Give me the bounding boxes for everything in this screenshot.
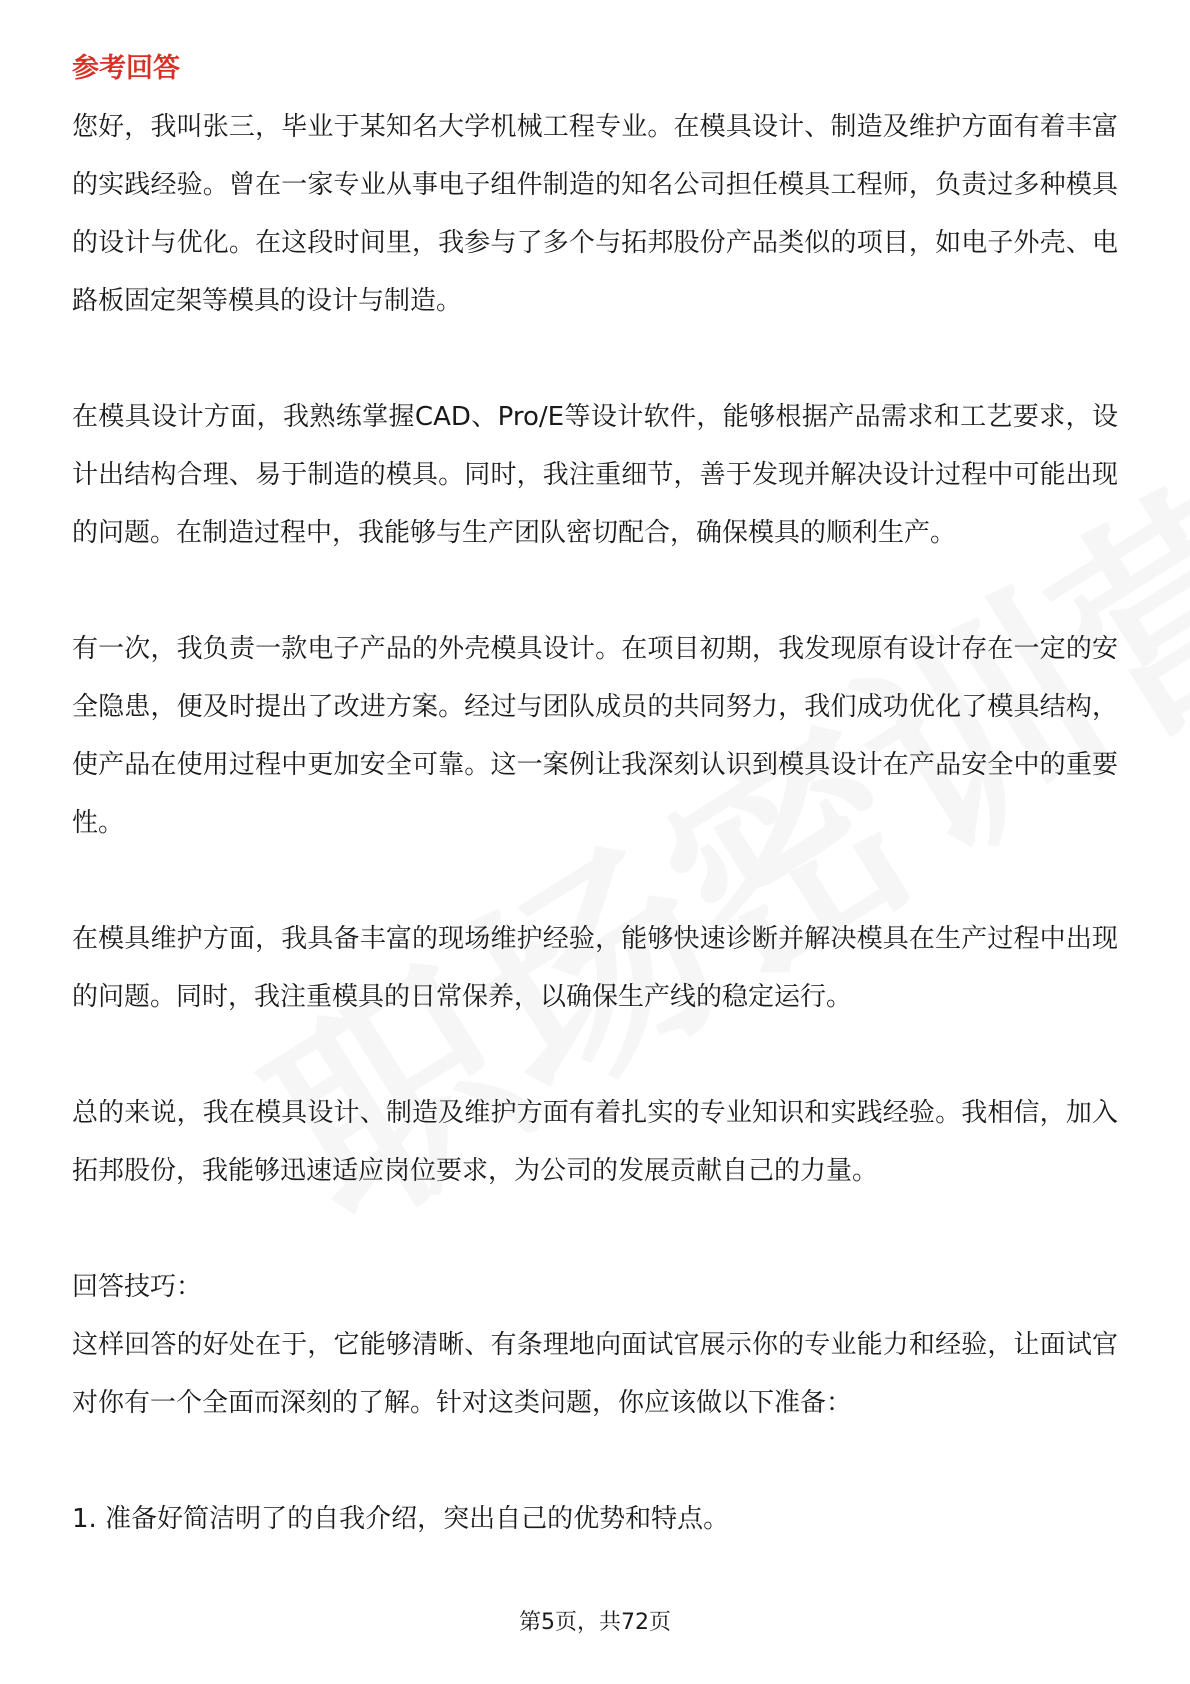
paragraph-gap — [72, 330, 1118, 388]
answer-paragraph-3: 有一次，我负责一款电子产品的外壳模具设计。在项目初期，我发现原有设计存在一定的安全隐患，便及时提出了改进方案。经过与团队成员的共同努力，我们成功优化了模具结构，使产品在使用过程中更加安全可靠。这一案例让我深刻认识到模具设计在产品安全中的重要性。 — [72, 634, 1118, 838]
answer-paragraph-2: 在模具设计方面，我熟练掌握CAD、Pro/E等设计软件，能够根据产品需求和工艺要求，设计出结构合理、易于制造的模具。同时，我注重细节，善于发现并解决设计过程中可能出现的问题。在制造过程中，我能够与生产团队密切配合，确保模具的顺利生产。 — [72, 402, 1118, 548]
paragraph-gap — [72, 1026, 1118, 1084]
page-footer: 第5页，共72页 — [519, 1610, 671, 1635]
document-body — [72, 48, 1118, 1548]
paragraph-gap — [72, 852, 1118, 910]
tips-label: 回答技巧： — [72, 1272, 203, 1302]
answer-paragraph-1: 您好，我叫张三，毕业于某知名大学机械工程专业。在模具设计、制造及维护方面有着丰富的实践经验。曾在一家专业从事电子组件制造的知名公司担任模具工程师，负责过多种模具的设计与优化。在这段时间里，我参与了多个与拓邦股份产品类似的项目，如电子外壳、电路板固定架等模具的设计与制造。 — [72, 112, 1118, 316]
answer-paragraph-4: 在模具维护方面，我具备丰富的现场维护经验，能够快速诊断并解决模具在生产过程中出现的问题。同时，我注重模具的日常保养，以确保生产线的稳定运行。 — [72, 924, 1118, 1012]
paragraph-gap — [72, 1432, 1118, 1490]
tips-intro: 这样回答的好处在于，它能够清晰、有条理地向面试官展示你的专业能力和经验，让面试官对你有一个全面而深刻的了解。针对这类问题，你应该做以下准备： — [72, 1330, 1118, 1418]
answer-paragraph-5: 总的来说，我在模具设计、制造及维护方面有着扎实的专业知识和实践经验。我相信，加入拓邦股份，我能够迅速适应岗位要求，为公司的发展贡献自己的力量。 — [72, 1098, 1118, 1186]
paragraph-gap — [72, 562, 1118, 620]
section-title: 参考回答 — [72, 53, 180, 84]
tips-item-1: 1. 准备好简洁明了的自我介绍，突出自己的优势和特点。 — [72, 1504, 730, 1534]
paragraph-gap — [72, 1200, 1118, 1258]
